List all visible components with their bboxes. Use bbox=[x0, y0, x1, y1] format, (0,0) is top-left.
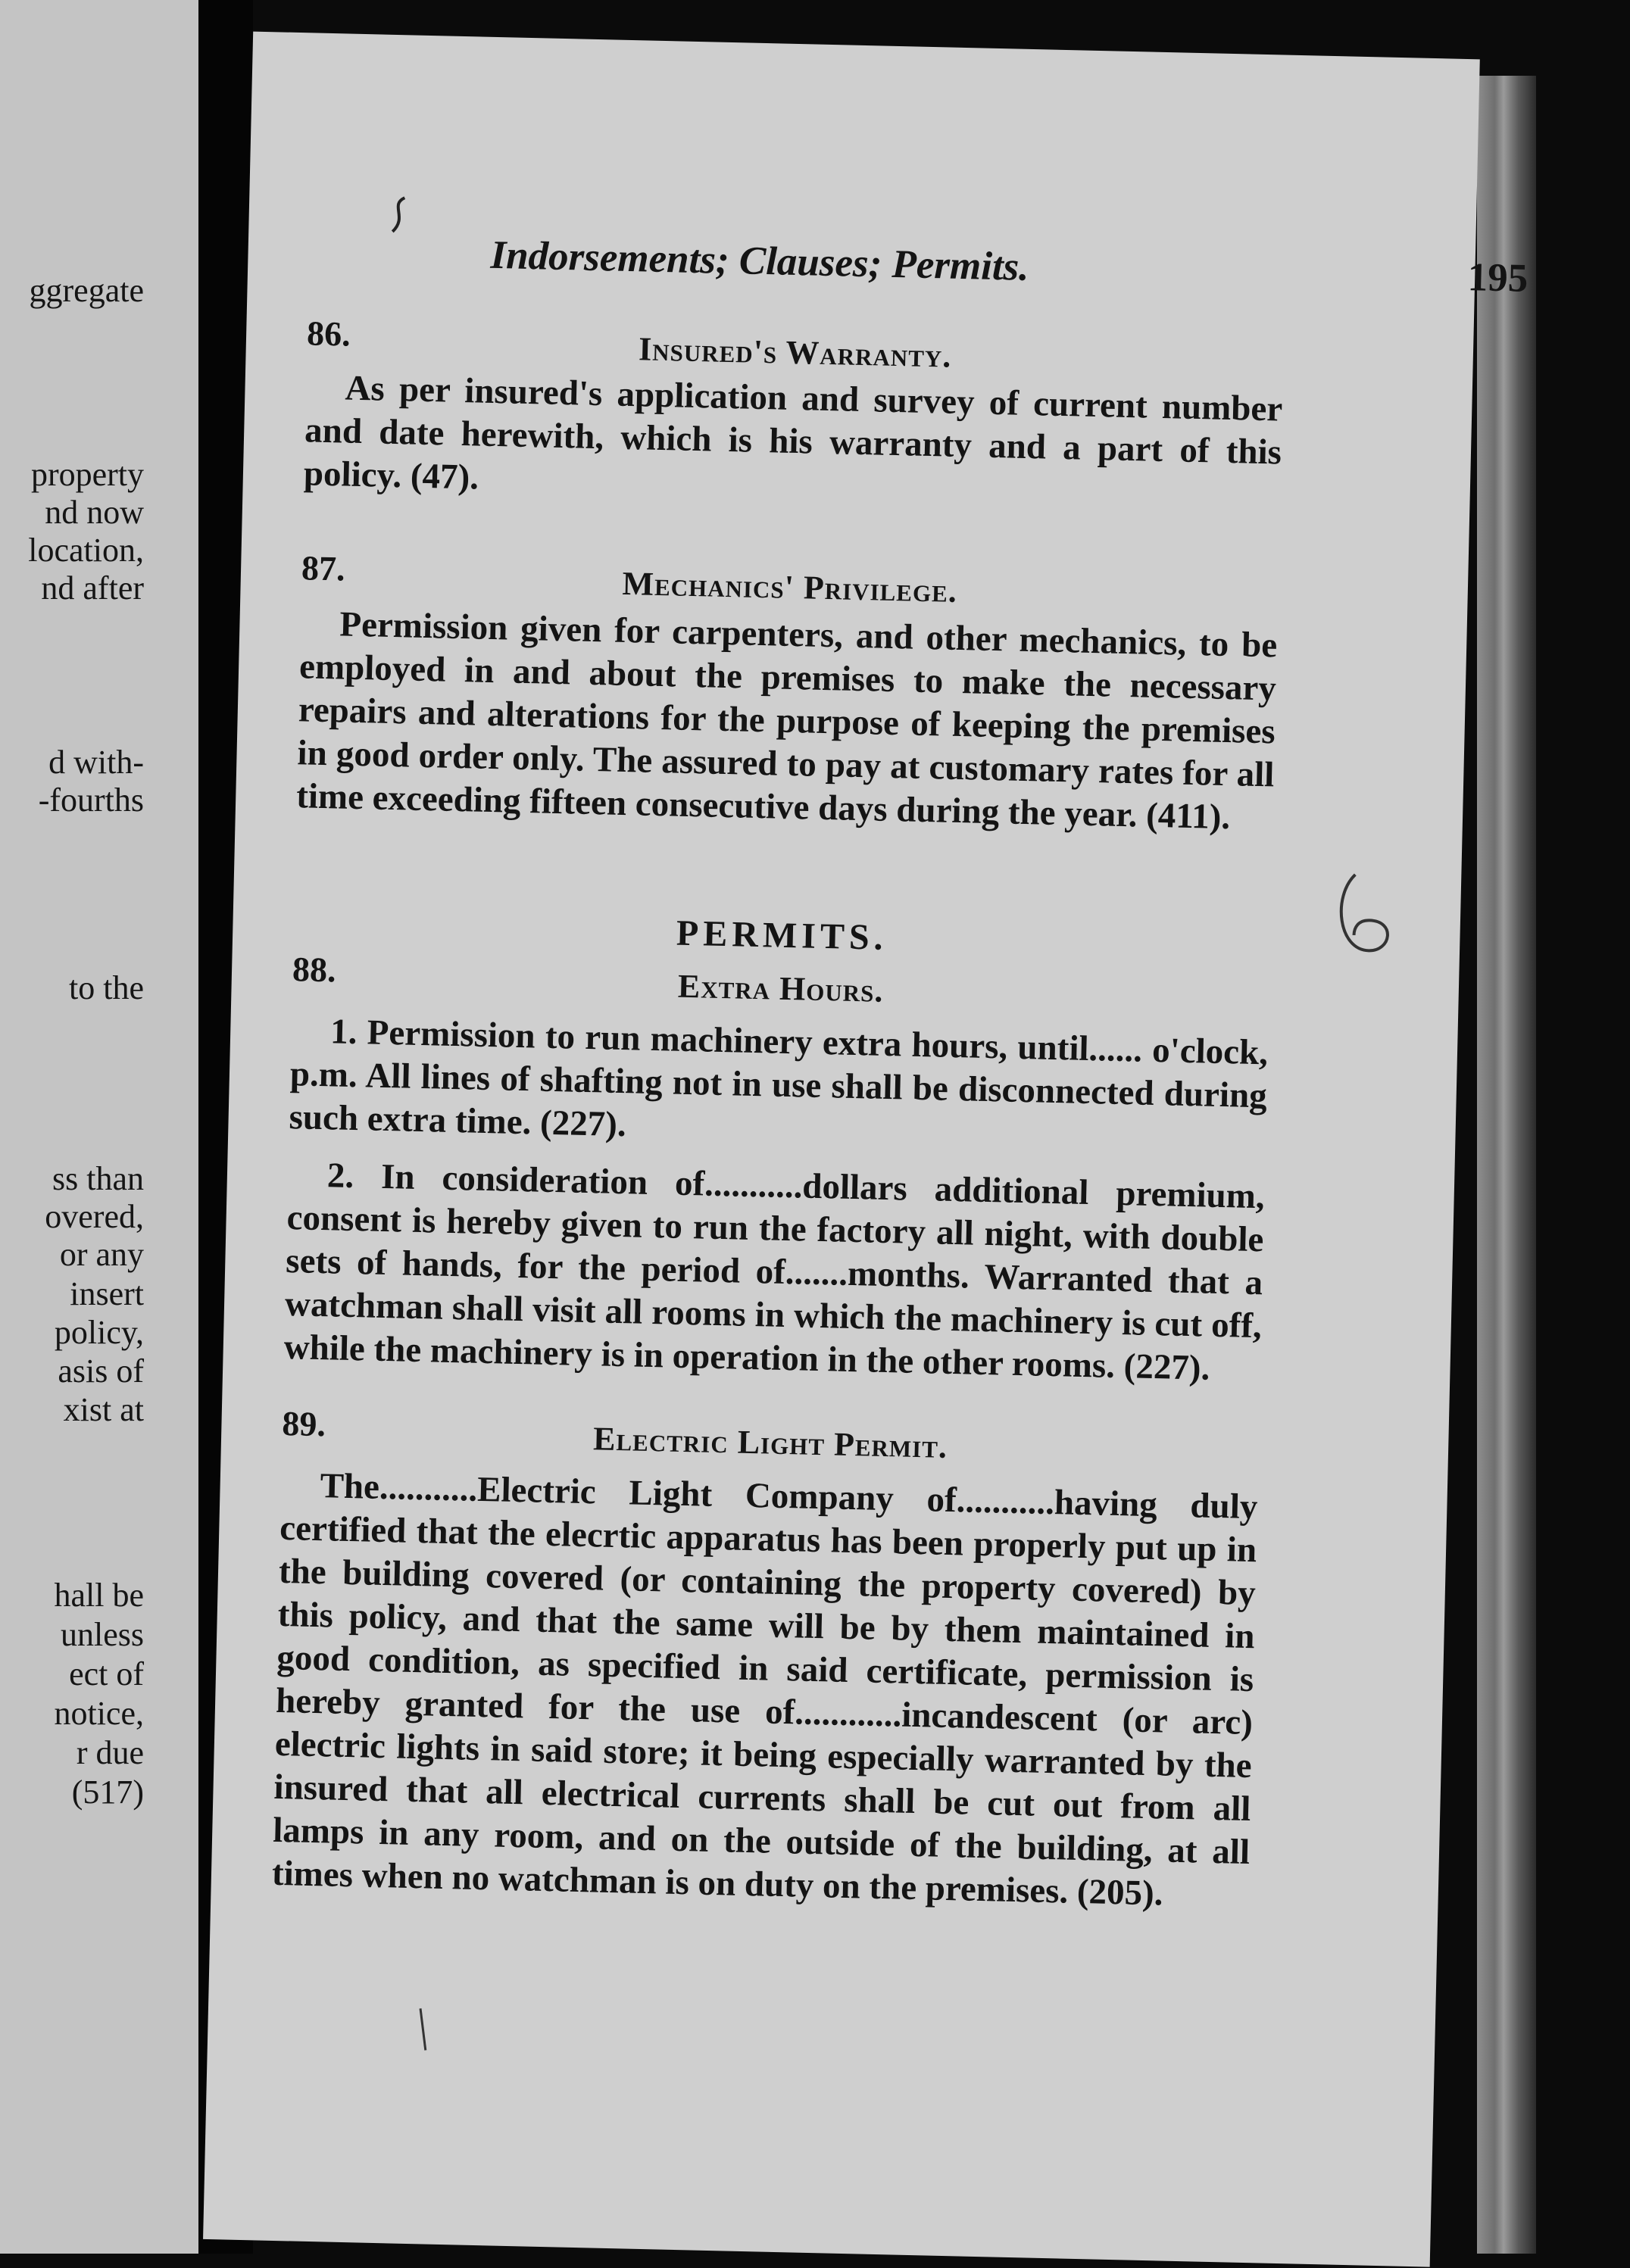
left-page-line: asis of bbox=[58, 1352, 144, 1390]
page-edges bbox=[1477, 76, 1536, 2254]
section-title: Mechanics' Privilege. bbox=[622, 564, 958, 610]
left-page-fragment bbox=[0, 0, 198, 2254]
page-header bbox=[490, 232, 1529, 309]
left-page-line: to the bbox=[69, 969, 144, 1006]
section-88 bbox=[283, 949, 1270, 1440]
left-page-line: nd now bbox=[45, 494, 144, 531]
left-page-line: (517) bbox=[71, 1774, 144, 1811]
left-page-line: or any bbox=[59, 1236, 144, 1273]
section-paragraph: 2. In consideration of...........dollars additional premium, consent is hereby given to run the factory all night, with double sets of hands, for the period of.......months. Warranted that a watchman shall visit all rooms in which the machinery is cut off, while the machinery is in operation in the other rooms. (227). bbox=[283, 1156, 1266, 1388]
page-number: 195 bbox=[1467, 255, 1529, 301]
left-page-line: -fourths bbox=[38, 781, 144, 819]
left-page-line: property bbox=[30, 456, 144, 493]
section-title: Extra Hours. bbox=[677, 967, 885, 1009]
section-text: The...........Electric Light Company of...........having duly certified that the elecrtic apparatus has been properly put up in the building covered (or containing the property covered) by this policy, and that the same will be by them maintained in good condition, as specified in said certificate, permission is hereby granted for the use of............incandescent (or arc) electric lights in said store; it being especially warranted by the insured that all electrical currents shall be cut out from all lamps in any room, and on the outside of the building, at all times when no watchman is on duty on the premises. (205). bbox=[271, 1466, 1258, 1914]
section-87 bbox=[295, 548, 1279, 888]
left-page-line: overed, bbox=[45, 1198, 144, 1235]
section-number: 89. bbox=[281, 1403, 326, 1444]
section-number: 87. bbox=[301, 548, 346, 588]
left-page-line: location, bbox=[28, 532, 144, 569]
left-page-line: r due bbox=[76, 1734, 144, 1771]
section-89 bbox=[270, 1403, 1260, 1955]
section-text: Permission given for carpenters, and other mechanics, to be employed in and about the premises to make the necessary repairs and alterations for the purpose of keeping the premises in good order only. The assured to pay at customary rates for all time exceeding fifteen consecutive days during the year. (411). bbox=[295, 604, 1278, 838]
left-page-line: d with- bbox=[48, 744, 144, 781]
left-page-line: notice, bbox=[54, 1695, 144, 1732]
permits-heading: PERMITS. bbox=[676, 913, 888, 958]
section-text: As per insured's application and survey of current number and date herewith, which is his warranty and a part of this policy. (47). bbox=[303, 368, 1283, 498]
left-page-line: policy, bbox=[54, 1314, 144, 1351]
section-number: 86. bbox=[306, 314, 351, 354]
section-title: Insured's Warranty. bbox=[638, 330, 952, 375]
left-page-line: insert bbox=[70, 1275, 144, 1312]
pencil-mark bbox=[1322, 866, 1416, 975]
left-page-line: hall be bbox=[54, 1577, 144, 1614]
pencil-mark bbox=[412, 2004, 436, 2058]
book-page bbox=[203, 32, 1529, 2267]
left-page-line: unless bbox=[61, 1616, 144, 1653]
left-page-line: ect of bbox=[69, 1655, 144, 1692]
pencil-mark bbox=[385, 194, 416, 240]
left-page-line: ss than bbox=[52, 1160, 144, 1197]
left-page-line: xist at bbox=[63, 1391, 144, 1428]
section-title: Electric Light Permit. bbox=[592, 1420, 948, 1465]
section-86 bbox=[302, 313, 1284, 554]
running-title: Indorsements; Clauses; Permits. bbox=[489, 232, 1030, 289]
section-paragraph: 1. Permission to run machinery extra hours, until...... o'clock, p.m. All lines of shafting not in use shall be disconnected during such extra time. (227). bbox=[289, 1012, 1269, 1145]
section-number: 88. bbox=[292, 950, 337, 990]
left-page-line: ggregate bbox=[29, 272, 144, 309]
left-page-line: nd after bbox=[41, 569, 144, 607]
